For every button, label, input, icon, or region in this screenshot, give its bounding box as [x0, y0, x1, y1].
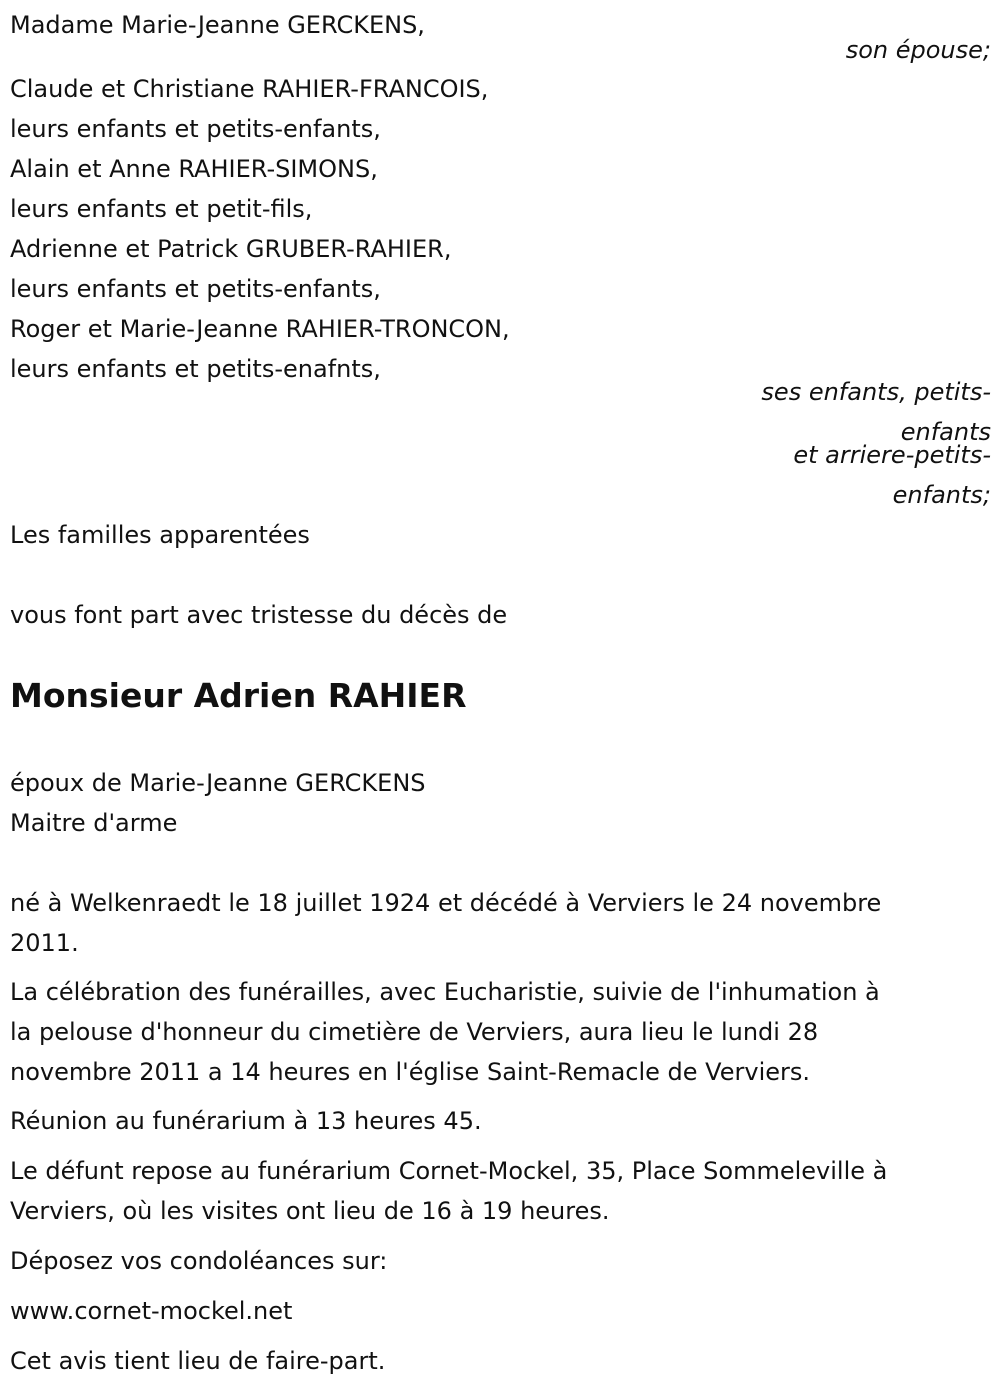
children-role: ses enfants, petits- [761, 378, 991, 406]
family-line: leurs enfants et petits-enafnts, [10, 355, 381, 383]
children-role: et arriere-petits- [793, 441, 991, 469]
deceased-title: Maitre d'arme [10, 809, 178, 837]
ceremony: La célébration des funérailles, avec Eucharistie, suivie de l'inhumation à [10, 978, 880, 1006]
ceremony: novembre 2011 a 14 heures en l'église Saint-Remacle de Verviers. [10, 1058, 811, 1086]
family-line: Roger et Marie-Jeanne RAHIER-TRONCON, [10, 315, 510, 343]
ceremony: la pelouse d'honneur du cimetière de Verviers, aura lieu le lundi 28 [10, 1018, 819, 1046]
deceased-name: Monsieur Adrien RAHIER [10, 676, 467, 715]
relatives: Les familles apparentées [10, 521, 310, 549]
visits: Le défunt repose au funérarium Cornet-Mockel, 35, Place Sommeleville à [10, 1157, 888, 1185]
family-line: Adrienne et Patrick GRUBER-RAHIER, [10, 235, 452, 263]
website-link[interactable]: www.cornet-mockel.net [10, 1297, 293, 1325]
family-line: Claude et Christiane RAHIER-FRANCOIS, [10, 75, 489, 103]
birth-death: né à Welkenraedt le 18 juillet 1924 et décédé à Verviers le 24 novembre [10, 889, 882, 917]
announcement: vous font part avec tristesse du décès de [10, 601, 508, 629]
condolences-label: Déposez vos condoléances sur: [10, 1247, 388, 1275]
meeting: Réunion au funérarium à 13 heures 45. [10, 1107, 482, 1135]
family-line: leurs enfants et petit-fils, [10, 195, 313, 223]
children-role: enfants [900, 418, 991, 446]
family-line: leurs enfants et petits-enfants, [10, 115, 381, 143]
spouse-role: son épouse; [845, 36, 991, 64]
family-line: Alain et Anne RAHIER-SIMONS, [10, 155, 378, 183]
spouse-of: époux de Marie-Jeanne GERCKENS [10, 769, 426, 797]
children-role: enfants; [892, 481, 991, 509]
birth-death: 2011. [10, 929, 79, 957]
family-line: leurs enfants et petits-enfants, [10, 275, 381, 303]
visits: Verviers, où les visites ont lieu de 16 à 19 heures. [10, 1197, 610, 1225]
closing: Cet avis tient lieu de faire-part. [10, 1347, 386, 1375]
spouse-name: Madame Marie-Jeanne GERCKENS, [10, 11, 425, 39]
